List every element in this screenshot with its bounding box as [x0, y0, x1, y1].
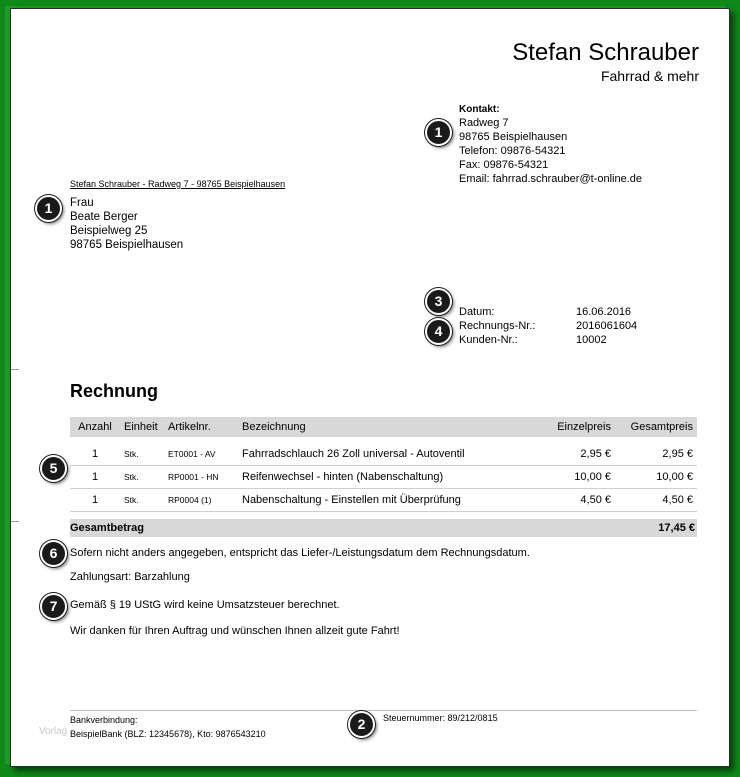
marker-5-items: 5: [40, 455, 67, 482]
row-unit-price: 10,00 €: [537, 466, 615, 489]
header-total-price: Gesamtpreis: [615, 417, 697, 437]
row-description: Reifenwechsel - hinten (Nabenschaltung): [238, 466, 537, 489]
recipient-name: Beate Berger: [70, 211, 138, 223]
meta-date-value: 16.06.2016: [576, 306, 632, 318]
sender-line: Stefan Schrauber - Radweg 7 - 98765 Beispielhausen: [70, 179, 286, 189]
row-unit: Stk.: [120, 443, 164, 466]
meta-customer-number-value: 10002: [576, 334, 607, 346]
line-items-table: [70, 417, 697, 512]
header-article: Artikelnr.: [164, 417, 238, 437]
row-article: RP0001 - HN: [164, 466, 238, 489]
header-unit-price: Einzelpreis: [537, 417, 615, 437]
recipient-address: [70, 196, 183, 252]
contact-heading: Kontakt:: [459, 104, 500, 115]
table-row: [70, 443, 697, 466]
bank-details: [70, 713, 266, 741]
row-qty: 1: [70, 443, 120, 466]
recipient-city: 98765 Beispielhausen: [70, 239, 184, 251]
bank-label: Bankverbindung:: [70, 715, 138, 725]
invoice-title: Rechnung: [70, 381, 158, 401]
payment-method: Zahlungsart: Barzahlung: [70, 571, 190, 583]
marker-1-recipient: 1: [35, 195, 62, 222]
row-total: 2,95 €: [615, 443, 697, 466]
row-unit: Stk.: [120, 466, 164, 489]
meta-date: [459, 305, 637, 319]
contact-city: 98765 Beispielhausen: [459, 131, 568, 143]
row-total: 10,00 €: [615, 466, 697, 489]
tax-number: Steuernummer: 89/212/0815: [383, 713, 498, 723]
fold-mark: [11, 369, 19, 370]
total-label: Gesamtbetrag: [70, 522, 144, 534]
invoice-meta: [459, 305, 637, 347]
tax-note: Gemäß § 19 UStG wird keine Umsatzsteuer berechnet.: [70, 599, 340, 611]
company-name: Stefan Schrauber: [512, 39, 699, 66]
table-row: [70, 489, 697, 512]
row-description: Nabenschaltung - Einstellen mit Überprüfung: [238, 489, 537, 512]
contact-email: Email: fahrrad.schrauber@t-online.de: [459, 173, 642, 185]
meta-customer-number: [459, 333, 637, 347]
delivery-note: Sofern nicht anders angegeben, entspricht das Liefer-/Leistungsdatum dem Rechnungsdatum.: [70, 547, 530, 559]
watermark-text: Vorlag: [39, 726, 68, 737]
row-qty: 1: [70, 489, 120, 512]
row-unit-price: 4,50 €: [537, 489, 615, 512]
total-value: 17,45 €: [658, 522, 695, 534]
row-qty: 1: [70, 466, 120, 489]
marker-4-invoice-number: 4: [425, 318, 452, 345]
company-header: [512, 39, 699, 85]
recipient-salutation: Frau: [70, 197, 94, 209]
row-unit: Stk.: [120, 489, 164, 512]
meta-invoice-number-value: 2016061604: [576, 320, 638, 332]
punch-mark: [11, 521, 19, 522]
marker-1-contact: 1: [425, 119, 452, 146]
thanks-note: Wir danken für Ihren Auftrag und wünschen Ihnen allzeit gute Fahrt!: [70, 625, 400, 637]
table-row: [70, 466, 697, 489]
company-tagline: Fahrrad & mehr: [600, 68, 699, 84]
row-article: ET0001 - AV: [164, 443, 238, 466]
bank-account: BeispielBank (BLZ: 12345678), Kto: 9876543210: [70, 729, 266, 739]
header-description: Bezeichnung: [238, 417, 537, 437]
meta-date-label: Datum:: [459, 306, 495, 318]
header-unit: Einheit: [120, 417, 164, 437]
recipient-street: Beispielweg 25: [70, 225, 148, 237]
contact-block: [459, 103, 642, 186]
contact-fax: Fax: 09876-54321: [459, 159, 549, 171]
total-bar: [70, 519, 697, 537]
invoice-page: [10, 8, 730, 767]
header-qty: Anzahl: [70, 417, 120, 437]
marker-3-date: 3: [425, 288, 452, 315]
contact-phone: Telefon: 09876-54321: [459, 145, 566, 157]
marker-7-tax: 7: [40, 593, 67, 620]
table-header-row: [70, 417, 697, 437]
row-article: RP0004 (1): [164, 489, 238, 512]
footer-divider: [70, 710, 697, 711]
contact-street: Radweg 7: [459, 117, 509, 129]
row-description: Fahrradschlauch 26 Zoll universal - Autoventil: [238, 443, 537, 466]
meta-customer-number-label: Kunden-Nr.:: [459, 334, 518, 346]
marker-2-tax-number: 2: [348, 711, 375, 738]
marker-6-delivery: 6: [40, 540, 67, 567]
meta-invoice-number-label: Rechnungs-Nr.:: [459, 320, 536, 332]
row-total: 4,50 €: [615, 489, 697, 512]
row-unit-price: 2,95 €: [537, 443, 615, 466]
meta-invoice-number: [459, 319, 637, 333]
